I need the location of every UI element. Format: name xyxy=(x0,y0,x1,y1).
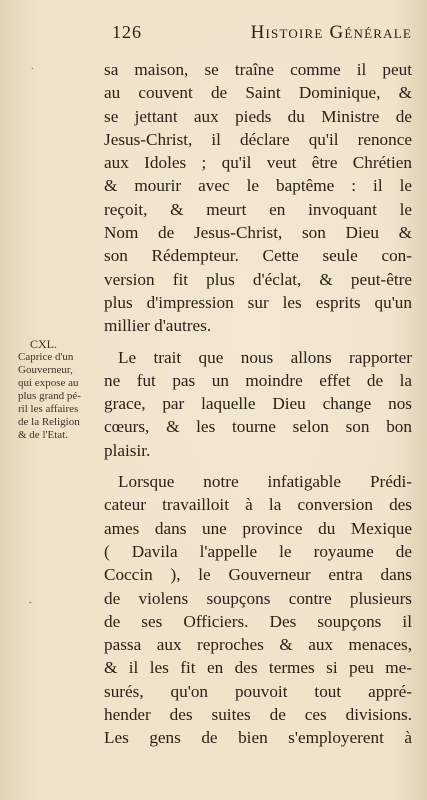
text-line: Jesus-Christ, il déclare qu'il renonce xyxy=(104,129,412,149)
text-line: sa maison, se traîne comme il peut xyxy=(104,60,412,79)
text-line: & il les fit en des termes si peu me- xyxy=(104,658,412,678)
margin-note-line: qui expose au xyxy=(18,377,79,389)
text-line: aux Idoles ; qu'il veut être Chrétien xyxy=(104,153,412,173)
text-line: plaisir. xyxy=(104,440,151,460)
margin-note-line: Gouverneur, xyxy=(18,364,73,376)
text-line: surés, qu'on pouvoit tout appré- xyxy=(104,681,412,701)
text-line: Coccin ), le Gouverneur entra dans xyxy=(104,565,412,585)
text-line: ames dans une province du Mexique xyxy=(104,518,412,538)
text-line: passa aux reproches & aux menaces, xyxy=(104,635,412,655)
text-line: son Rédempteur. Cette seule con- xyxy=(104,246,412,266)
text-line: ( Davila l'appelle le royaume de xyxy=(104,541,412,561)
text-line: Nom de Jesus-Christ, son Dieu & xyxy=(104,223,412,243)
margin-note xyxy=(18,338,104,442)
running-head: Histoire Générale xyxy=(250,22,412,43)
text-line: de violens soupçons contre plusieurs xyxy=(104,588,412,608)
text-line: & mourir avec le baptême : il le xyxy=(104,176,412,196)
margin-note-line: ril les affaires xyxy=(18,403,79,415)
page-header xyxy=(112,22,412,44)
text-line: plus d'impression sur les esprits qu'un xyxy=(104,292,412,312)
text-line: grace, par laquelle Dieu change nos xyxy=(104,394,412,414)
ink-speck: ˘ xyxy=(28,602,33,612)
text-line: Les gens de bien s'employerent à xyxy=(104,728,412,748)
text-line: ne fut pas un moindre effet de la xyxy=(104,370,412,390)
page-number: 126 xyxy=(112,22,142,42)
margin-note-line: & de l'Etat. xyxy=(18,429,68,441)
text-line: hender des suites de ces divisions. xyxy=(104,705,412,725)
paragraph-gap xyxy=(104,462,412,470)
paragraph xyxy=(104,470,412,750)
text-line: cœurs, & les tourne selon son bon xyxy=(104,417,412,437)
paragraph xyxy=(104,346,412,462)
text-line: se jettant aux pieds du Ministre de xyxy=(104,106,412,126)
text-line: Le trait que nous allons rapporter xyxy=(118,347,412,367)
text-line: de ses Officiers. Des soupçons il xyxy=(104,611,412,631)
margin-note-line: Caprice d'un xyxy=(18,351,74,363)
text-line: Lorsque notre infatigable Prédi- xyxy=(118,472,412,492)
body-text xyxy=(104,58,412,750)
paragraph xyxy=(104,58,412,338)
margin-note-line: de la Religion xyxy=(18,416,80,428)
paragraph-gap xyxy=(104,338,412,346)
margin-note-line: plus grand pé- xyxy=(18,390,81,402)
text-line: reçoit, & meurt en invoquant le xyxy=(104,199,412,219)
ink-speck: ˙ xyxy=(30,68,35,78)
margin-note-line: CXL. xyxy=(30,337,57,351)
text-line: millier d'autres. xyxy=(104,316,212,336)
text-line: version fit plus d'éclat, & peut-être xyxy=(104,269,412,289)
text-line: cateur travailloit à la conversion des xyxy=(104,495,412,515)
text-line: au couvent de Saint Dominique, & xyxy=(104,83,412,103)
